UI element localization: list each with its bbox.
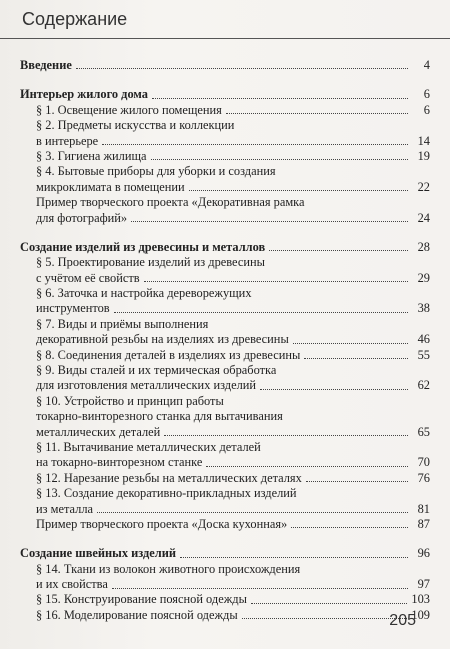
toc-entry-title: токарно-винторезного станка для вытачивания [36, 409, 283, 424]
toc-entry-11-line2[interactable] [20, 455, 430, 470]
toc-entry-14-line2[interactable] [20, 577, 430, 592]
toc-entry-title: § 13. Создание декоративно-прикладных изделий [36, 486, 297, 501]
toc-entry-6-line2[interactable] [20, 301, 430, 316]
toc-entry-10-line2[interactable] [20, 409, 430, 424]
dot-leader [180, 557, 408, 558]
toc-entry-intro[interactable] [20, 58, 430, 73]
toc-entry-title: Введение [20, 57, 72, 72]
toc-page-number: 97 [417, 577, 430, 592]
toc-entry-12[interactable] [20, 471, 430, 486]
toc-entry-title: § 3. Гигиена жилища [36, 148, 147, 163]
toc-entry-title: § 11. Вытачивание металлических деталей [36, 439, 261, 454]
toc-page-number: 38 [417, 301, 430, 316]
toc-entry-title: инструментов [36, 301, 110, 316]
dot-leader [306, 481, 408, 482]
dot-leader [97, 512, 408, 513]
toc-entry-title: декоративной резьбы на изделиях из древесины [36, 332, 289, 347]
toc-entry-title: микроклимата в помещении [36, 179, 185, 194]
toc-project-1-line2[interactable] [20, 211, 430, 226]
toc-project-2[interactable] [20, 517, 430, 532]
toc-entry-11-line1[interactable] [20, 440, 430, 455]
dot-leader [226, 113, 408, 114]
toc-page-number: 103 [411, 592, 430, 607]
toc-entry-5-line2[interactable] [20, 271, 430, 286]
toc-page-number: 19 [417, 148, 430, 163]
toc-entry-6-line1[interactable] [20, 286, 430, 301]
toc-entry-10-line1[interactable] [20, 394, 430, 409]
toc-entry-4-line2[interactable] [20, 180, 430, 195]
toc-page-number: 28 [417, 239, 430, 254]
toc-page-number: 6 [423, 102, 430, 117]
toc-page-number: 22 [417, 179, 430, 194]
toc-section-interior[interactable] [20, 87, 430, 102]
toc-entry-7-line2[interactable] [20, 332, 430, 347]
dot-leader [164, 435, 408, 436]
toc-entry-title: в интерьере [36, 133, 99, 148]
page-number: 205 [389, 612, 416, 629]
toc-entry-title: § 14. Ткани из волокон животного происхождения [36, 561, 301, 576]
dot-leader [102, 144, 408, 145]
toc-entry-title: § 8. Соединения деталей в изделиях из древесины [36, 347, 301, 362]
toc-entry-title: § 4. Бытовые приборы для уборки и создания [36, 164, 276, 179]
toc-entry-title: § 6. Заточка и настройка дереворежущих [36, 286, 252, 301]
header-divider [0, 38, 450, 39]
toc-page-number: 6 [423, 87, 430, 102]
toc-section-title: Создание швейных изделий [20, 546, 177, 561]
dot-leader [206, 466, 408, 467]
dot-leader [304, 358, 408, 359]
toc-entry-9-line1[interactable] [20, 363, 430, 378]
toc-entry-13-line1[interactable] [20, 486, 430, 501]
toc-section-title: Интерьер жилого дома [20, 87, 148, 102]
toc-entry-2-line2[interactable] [20, 134, 430, 149]
dot-leader [112, 588, 408, 589]
dot-leader [260, 389, 408, 390]
toc-entry-4-line1[interactable] [20, 164, 430, 179]
toc-page-number: 55 [417, 347, 430, 362]
page-title: Содержание [22, 9, 128, 29]
toc-entry-title: § 7. Виды и приёмы выполнения [36, 316, 209, 331]
toc-page-number: 4 [423, 57, 430, 72]
toc-page-number: 24 [417, 210, 430, 225]
toc-page-number: 96 [417, 546, 430, 561]
toc-entry-8[interactable] [20, 348, 430, 363]
toc-entry-title: для фотографий» [36, 210, 128, 225]
dot-leader [144, 281, 408, 282]
toc-entry-title: с учётом её свойств [36, 270, 140, 285]
toc-page-number: 29 [417, 270, 430, 285]
toc-page-number: 14 [417, 133, 430, 148]
dot-leader [189, 190, 408, 191]
toc-section-wood-metal[interactable] [20, 240, 430, 255]
toc-entry-title: § 9. Виды сталей и их термическая обработка [36, 363, 277, 378]
dot-leader [291, 527, 408, 528]
toc-page-number: 46 [417, 332, 430, 347]
toc-entry-7-line1[interactable] [20, 317, 430, 332]
toc-entry-14-line1[interactable] [20, 562, 430, 577]
toc-section-sewing[interactable] [20, 546, 430, 561]
toc-entry-title: § 5. Проектирование изделий из древесины [36, 255, 265, 270]
toc-entry-title: § 1. Освещение жилого помещения [36, 102, 222, 117]
toc-entry-15[interactable] [20, 593, 430, 608]
toc-entry-title: металлических деталей [36, 424, 161, 439]
dot-leader [152, 98, 408, 99]
toc-page-number: 81 [417, 501, 430, 516]
table-of-contents [20, 58, 430, 623]
toc-entry-2-line1[interactable] [20, 118, 430, 133]
toc-project-1-line1[interactable] [20, 195, 430, 210]
toc-entry-title: из металла [36, 501, 94, 516]
toc-page-number: 76 [417, 470, 430, 485]
dot-leader [76, 68, 408, 69]
toc-entry-1[interactable] [20, 103, 430, 118]
toc-page-number: 62 [417, 378, 430, 393]
dot-leader [131, 221, 408, 222]
toc-section-title: Создание изделий из древесины и металлов [20, 239, 266, 254]
toc-entry-title: § 15. Конструирование поясной одежды [36, 592, 247, 607]
toc-entry-title: на токарно-винторезном станке [36, 455, 203, 470]
toc-entry-title: и их свойства [36, 577, 108, 592]
toc-page-number: 87 [417, 516, 430, 531]
toc-entry-title: Пример творческого проекта «Декоративная рамка [36, 195, 305, 210]
toc-page-number: 109 [411, 607, 430, 622]
toc-entry-title: Пример творческого проекта «Доска кухонная» [36, 516, 288, 531]
toc-entry-title: § 2. Предметы искусства и коллекции [36, 118, 235, 133]
toc-entry-title: § 16. Моделирование поясной одежды [36, 607, 238, 622]
dot-leader [242, 618, 408, 619]
toc-entry-16[interactable] [20, 608, 430, 623]
toc-entry-title: § 10. Устройство и принцип работы [36, 393, 224, 408]
dot-leader [114, 312, 408, 313]
toc-entry-title: для изготовления металлических изделий [36, 378, 257, 393]
dot-leader [151, 159, 409, 160]
toc-entry-9-line2[interactable] [20, 378, 430, 393]
toc-entry-13-line2[interactable] [20, 502, 430, 517]
toc-entry-10-line3[interactable] [20, 425, 430, 440]
toc-page-number: 65 [417, 424, 430, 439]
dot-leader [269, 250, 408, 251]
toc-entry-title: § 12. Нарезание резьбы на металлических деталях [36, 470, 302, 485]
dot-leader [251, 603, 408, 604]
toc-entry-5-line1[interactable] [20, 255, 430, 270]
toc-page-number: 70 [417, 455, 430, 470]
toc-entry-3[interactable] [20, 149, 430, 164]
dot-leader [293, 343, 408, 344]
